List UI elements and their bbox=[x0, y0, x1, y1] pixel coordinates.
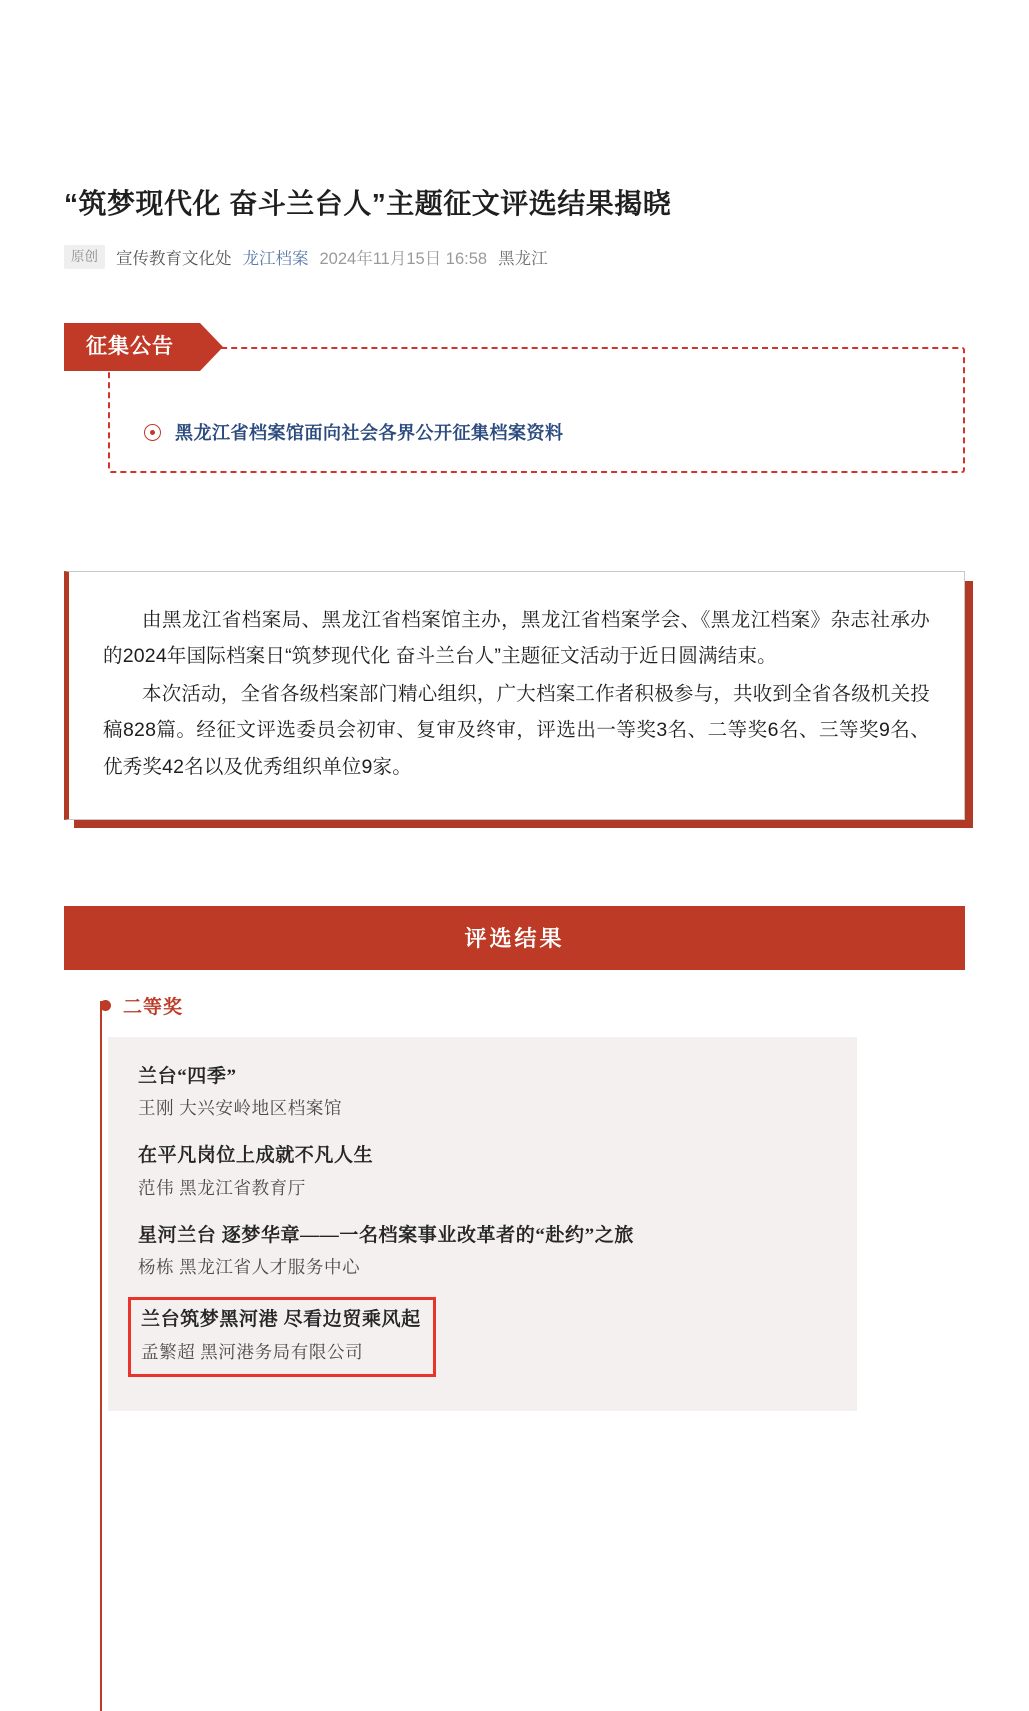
entry-author: 王刚 大兴安岭地区档案馆 bbox=[138, 1098, 343, 1119]
announcement-block bbox=[64, 323, 965, 473]
list-item bbox=[138, 1063, 827, 1123]
intro-quote-block bbox=[64, 571, 965, 819]
intro-box bbox=[64, 571, 965, 819]
award-entry-panel bbox=[108, 1037, 857, 1411]
ring-bullet-icon bbox=[144, 424, 161, 441]
results-body bbox=[64, 970, 965, 1411]
entry-title: 在平凡岗位上成就不凡人生 bbox=[138, 1145, 374, 1167]
list-item-highlighted bbox=[128, 1297, 436, 1377]
meta-account-link[interactable]: 龙江档案 bbox=[242, 250, 309, 269]
entry-author: 孟繁超 黑河港务局有限公司 bbox=[141, 1341, 364, 1362]
meta-department: 宣传教育文化处 bbox=[116, 250, 232, 269]
announcement-dashed-frame bbox=[108, 347, 965, 473]
list-item bbox=[138, 1142, 827, 1202]
announcement-item[interactable] bbox=[144, 419, 564, 445]
article-meta bbox=[64, 245, 965, 270]
announcement-link-label[interactable]: 黑龙江省档案馆面向社会各界公开征集档案资料 bbox=[175, 423, 564, 444]
meta-datetime: 2024年11月15日 16:58 bbox=[319, 250, 488, 269]
announcement-tag: 征集公告 bbox=[64, 323, 200, 371]
entry-author: 杨栋 黑龙江省人才服务中心 bbox=[138, 1257, 361, 1278]
award-level-header bbox=[64, 992, 965, 1019]
award-level-label: 二等奖 bbox=[123, 996, 184, 1018]
list-item bbox=[138, 1222, 827, 1282]
results-section bbox=[64, 906, 965, 1411]
meta-location: 黑龙江 bbox=[498, 250, 548, 269]
entry-title: 兰台筑梦黑河港 尽看边贸乘风起 bbox=[141, 1309, 421, 1331]
entry-title: 兰台“四季” bbox=[138, 1065, 237, 1087]
entry-title: 星河兰台 逐梦华章——一名档案事业改革者的“赴约”之旅 bbox=[138, 1224, 634, 1246]
intro-paragraph-2: 本次活动，全省各级档案部门精心组织，广大档案工作者积极参与，共收到全省各级机关投稿828篇。经征文评选委员会初审、复审及终审，评选出一等奖3名、二等奖6名、三等奖9名、优秀奖42名以及优秀组织单位9家。 bbox=[103, 683, 931, 778]
page-title: “筑梦现代化 奋斗兰台人”主题征文评选结果揭晓 bbox=[64, 188, 672, 219]
intro-paragraph-1: 由黑龙江省档案局、黑龙江省档案馆主办，黑龙江省档案学会、《黑龙江档案》杂志社承办的2024年国际档案日“筑梦现代化 奋斗兰台人”主题征文活动于近日圆满结束。 bbox=[103, 609, 930, 668]
original-badge: 原创 bbox=[64, 245, 105, 270]
results-header: 评选结果 bbox=[64, 906, 965, 970]
entry-author: 范伟 黑龙江省教育厅 bbox=[138, 1177, 306, 1198]
